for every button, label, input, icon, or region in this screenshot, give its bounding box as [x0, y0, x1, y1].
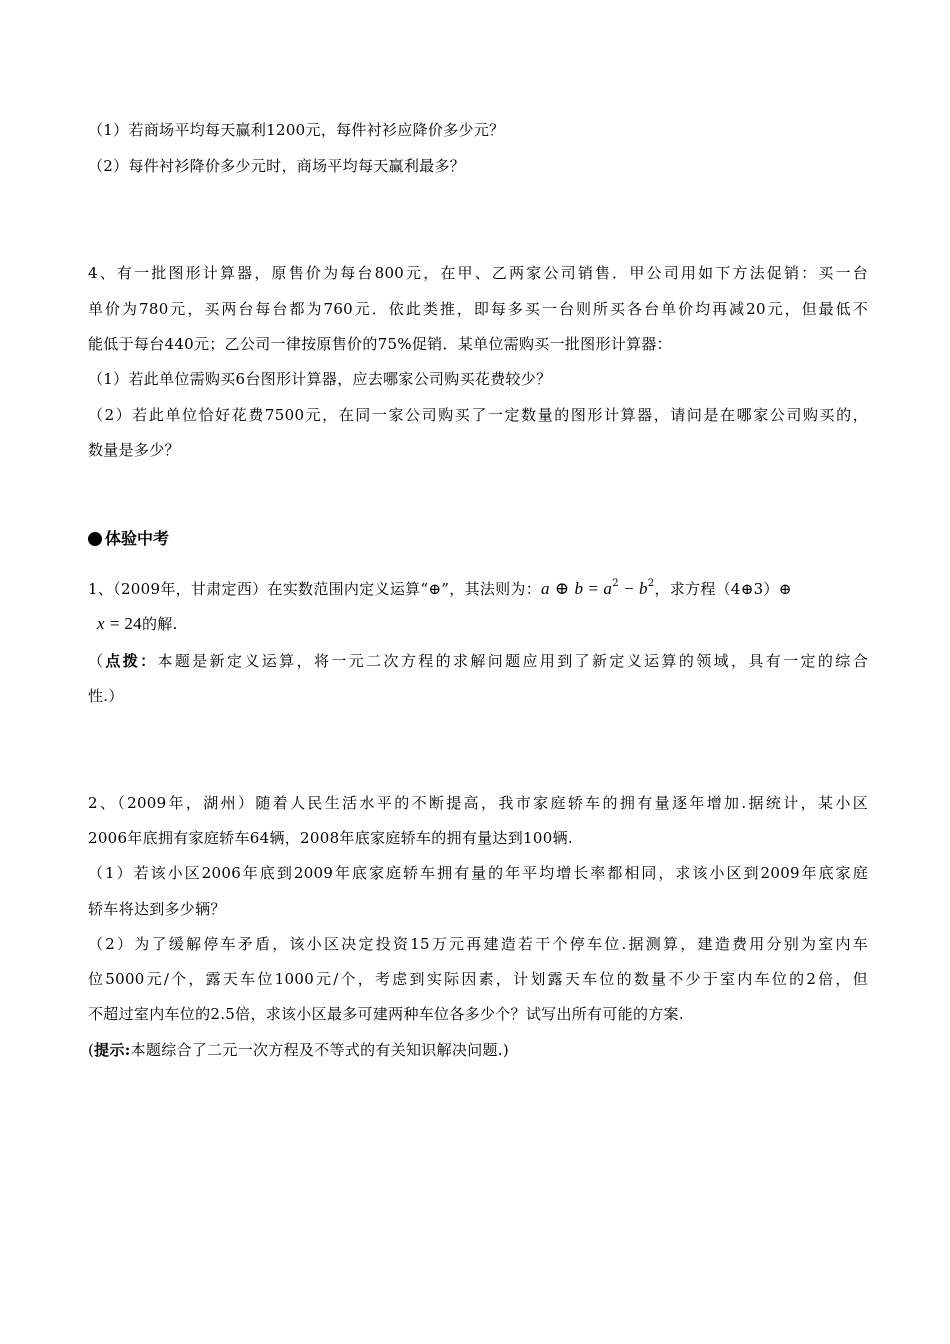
exam1-x-value: = 24	[109, 614, 142, 633]
exam2-question-2-line-1: （2）为了缓解停车矛盾，该小区决定投资15万元再建造若干个停车位.据测算，建造费用分别为室内车	[88, 935, 868, 953]
problem3-question-1: （1）若商场平均每天赢利1200元，每件衬衫应降价多少元？	[88, 121, 505, 139]
section-heading	[88, 528, 169, 550]
bullet-icon	[88, 532, 102, 546]
exam2-line-2: 2006年底拥有家庭轿车64辆，2008年底家庭轿车的拥有量达到100辆.	[88, 829, 573, 847]
exam1-line-2	[97, 614, 877, 634]
exam1-hint-line-1: （点拨：本题是新定义运算，将一元二次方程的求解问题应用到了新定义运算的领域，具有一定的综合	[88, 652, 868, 670]
exam1-x-variable: x	[97, 614, 105, 633]
exam2-line-1: 2、（2009年，湖州）随着人民生活水平的不断提高，我市家庭轿车的拥有量逐年增加.据统计，某小区	[88, 794, 868, 812]
exam2-question-1-line-1: （1）若该小区2006年底到2009年底家庭轿车拥有量的年平均增长率都相同，求该小区到2009年底家庭	[88, 864, 868, 882]
exam1-hint-label: 点拨：	[105, 652, 158, 670]
exam2-hint-text: 本题综合了二元一次方程及不等式的有关知识解决问题.)	[130, 1041, 510, 1059]
problem4-question-2-line-2: 数量是多少？	[88, 441, 180, 459]
exam1-suffix: ，求方程（4⊕3）⊕	[654, 580, 792, 598]
exam1-line-1	[88, 579, 868, 599]
exam1-prefix: 1、（2009年，甘肃定西）在实数范围内定义运算“⊕”，其法则为：	[88, 580, 542, 598]
section-heading-text: 体验中考	[105, 529, 170, 548]
problem4-question-1: （1）若此单位需购买6台图形计算器，应去哪家公司购买花费较少？	[88, 370, 552, 388]
exam2-question-2-line-3: 不超过室内车位的2.5倍，求该小区最多可建两种车位各多少个？试写出所有可能的方案.	[88, 1005, 684, 1023]
problem4-question-2-line-1: （2）若此单位恰好花费7500元，在同一家公司购买了一定数量的图形计算器，请问是在哪家公司购买的，	[88, 406, 868, 424]
exam1-line-2-suffix: 的解.	[141, 615, 178, 633]
problem3-question-2: （2）每件衬衫降价多少元时，商场平均每天赢利最多？	[88, 157, 466, 175]
exam1-hint-line-2: 性.）	[88, 687, 124, 705]
exam1-formula: a ⊕ $b = a^2 - b^2$	[541, 578, 655, 598]
problem4-text-line-1: 4、有一批图形计算器，原售价为每台800元，在甲、乙两家公司销售．甲公司用如下方法促销：买一台	[88, 264, 868, 282]
exam2-question-2-line-2: 位5000元/个，露天车位1000元/个，考虑到实际因素，计划露天车位的数量不少于室内车位的2倍，但	[88, 970, 868, 988]
exam2-question-1-line-2: 轿车将达到多少辆？	[88, 900, 226, 918]
exam2-hint: (提示:本题综合了二元一次方程及不等式的有关知识解决问题.)	[88, 1041, 510, 1059]
exam2-hint-label: 提示:	[94, 1041, 131, 1059]
problem4-text-line-3: 能低于每台440元；乙公司一律按原售价的75%促销．某单位需购买一批图形计算器：	[88, 335, 672, 353]
exam1-hint-text: 本题是新定义运算，将一元二次方程的求解问题应用到了新定义运算的领域，具有一定的综合	[157, 652, 868, 670]
problem4-text-line-2: 单价为780元，买两台每台都为760元．依此类推，即每多买一台则所买各台单价均再减20元，但最低不	[88, 300, 868, 318]
